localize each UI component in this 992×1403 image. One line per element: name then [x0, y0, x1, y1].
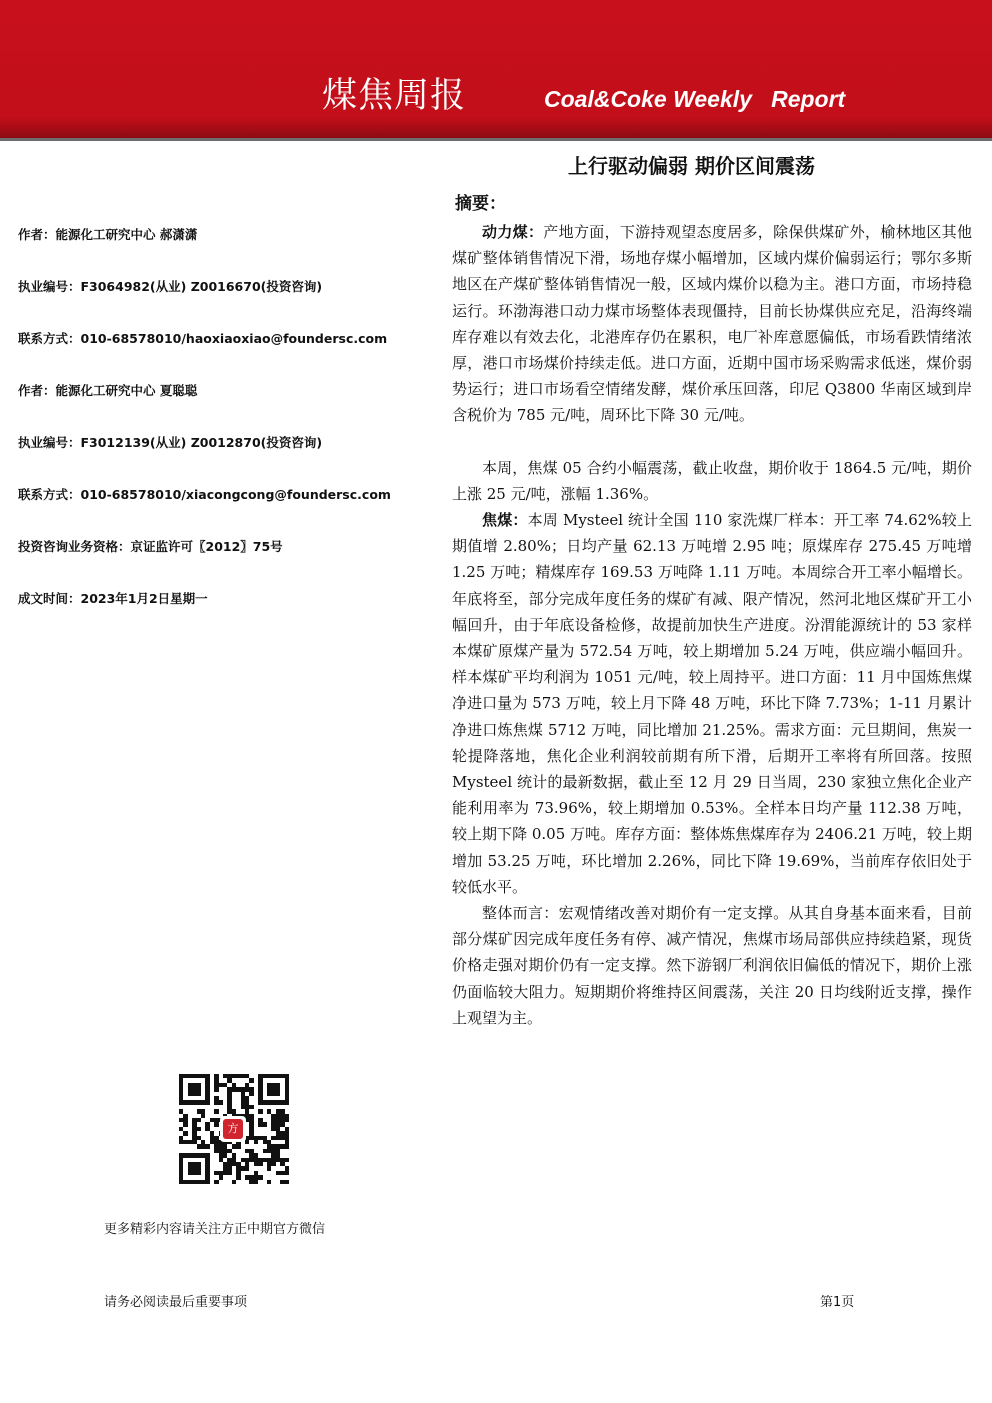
report-title-cn: 煤焦周报: [322, 76, 467, 116]
page-number: 第1页: [820, 1295, 855, 1310]
qr-caption: 更多精彩内容请关注方正中期官方微信: [104, 1222, 326, 1237]
coking-coal-text: 本周 Mysteel 统计全国 110 家洗煤厂样本：开工率 74.62%较上期值增 2.80%；日均产量 62.13 万吨增 2.95 吨；原煤库存 275.45 万吨增 1.25 万吨；精煤库存 169.53 万吨降 1.11 万吨。本周综合开工率小幅增长。年底将至，部分完成年度任务的煤矿有减、限产情况，然河北地区煤矿开工小幅回升，由于年底设备检修，故提前加快生产进度。汾渭能源统计的 53 家样本煤矿原煤产量为 572.54 万吨，较上期增加 5.24 万吨，供应端小幅回升。样本煤矿平均利润为 1051 元/吨，较上周持平。进口方面：11 月中国炼焦煤净进口量为 573 万吨，较上月下降 48 万吨，环比下降 7.73%；1-11 月累计净进口炼焦煤 5712 万吨，同比增加 21.25%。需求方面：元旦期间，焦炭一轮提降落地，焦化企业利润较前期有所下滑，后期开工率将有所回落。按照 Mysteel 统计的最新数据，截止至 12 月 29 日当周，230 家独立焦化企业产能利用率为 73.96%，较上期增加 0.53%。全样本日均产量 112.38 万吨，较上期下降 0.05 万吨。库存方面：整体炼焦煤库存为 2406.21 万吨，较上期增加 53.25 万吨，环比增加 2.26%，同比下降 19.69%，当前库存依旧处于较低水平。: [452, 511, 972, 896]
summary-label: 摘要：: [455, 194, 506, 214]
thermal-coal-label: 动力煤：: [482, 223, 544, 241]
summary-body: [452, 219, 972, 1031]
coking-coal-paragraph: [452, 507, 972, 900]
header-banner: [0, 0, 992, 141]
thermal-coal-paragraph: [452, 219, 972, 429]
footer-notice: 请务必阅读最后重要事项: [104, 1295, 248, 1310]
license-1: 执业编号：F3064982(从业) Z0016670(投资咨询): [18, 279, 323, 294]
brand-logo-icon: 方: [220, 1116, 246, 1142]
license-2: 执业编号：F3012139(从业) Z0012870(投资咨询): [18, 435, 323, 450]
contact-2: 联系方式：010-68578010/xiacongcong@foundersc.com: [18, 487, 391, 502]
author-info: [18, 226, 438, 642]
contact-1: 联系方式：010-68578010/haoxiaoxiao@foundersc.com: [18, 331, 388, 346]
report-headline: 上行驱动偏弱 期价区间震荡: [568, 154, 815, 178]
author-1: 作者：能源化工研究中心 郝潇潇: [18, 227, 198, 242]
conclusion-paragraph: 整体而言：宏观情绪改善对期价有一定支撑。从其自身基本面来看，目前部分煤矿因完成年度任务有停、减产情况，焦煤市场局部供应持续趋紧，现货价格走强对期价仍有一定支撑。然下游钢厂利润依旧偏低的情况下，期价上涨仍面临较大阻力。短期期价将维持区间震荡，关注 20 日均线附近支撑，操作上观望为主。: [452, 904, 972, 1027]
author-2: 作者：能源化工研究中心 夏聪聪: [18, 383, 198, 398]
thermal-coal-text: 产地方面，下游持观望态度居多，除保供煤矿外，榆林地区其他煤矿整体销售情况下滑，场地存煤小幅增加，区域内煤价偏弱运行；鄂尔多斯地区在产煤矿整体销售情况一般，区域内煤价以稳为主。港口方面，市场持稳运行。环渤海港口动力煤市场整体表现僵持，目前长协煤供应充足，沿海终端库存难以有效去化，北港库存仍在累积，电厂补库意愿偏低，市场看跌情绪浓厚，港口市场煤价持续走低。进口方面，近期中国市场采购需求低迷，煤价弱势运行；进口市场看空情绪发酵，煤价承压回落，印尼 Q3800 华南区域到岸含税价为 785 元/吨，周环比下降 30 元/吨。: [452, 223, 972, 425]
futures-paragraph: 本周，焦煤 05 合约小幅震荡，截止收盘，期价收于 1864.5 元/吨，期价上涨 25 元/吨，涨幅 1.36%。: [452, 458, 972, 503]
coking-coal-label: 焦煤：: [482, 511, 528, 530]
written-date: 成文时间：2023年1月2日星期一: [18, 591, 208, 606]
qualification: 投资咨询业务资格：京证监许可〖2012〗75号: [18, 539, 283, 554]
report-title-en: Coal&Coke Weekly Report: [544, 86, 846, 112]
